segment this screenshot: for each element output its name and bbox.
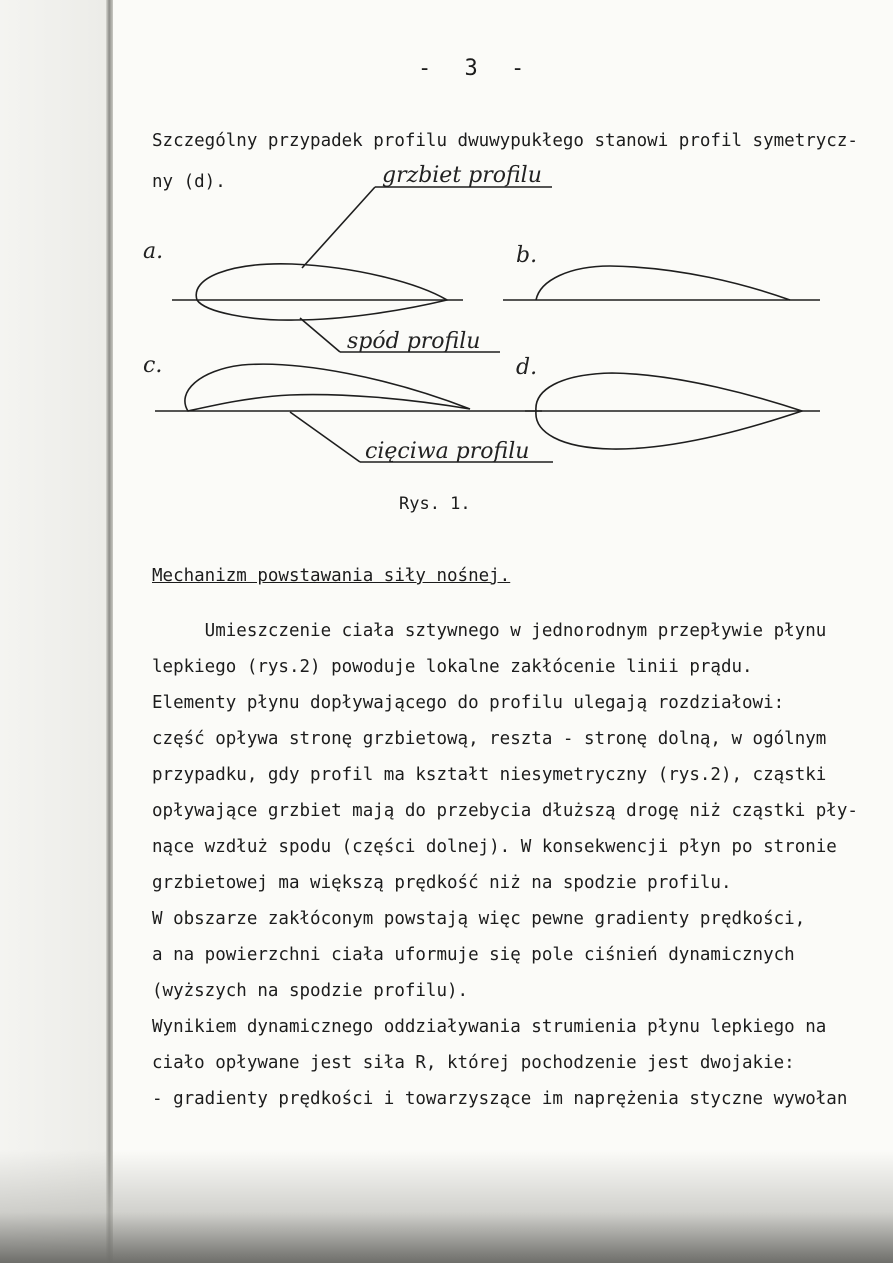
body-line: część opływa stronę grzbietową, reszta - stronę dolną, w ogólnym (152, 729, 827, 749)
profile-b-outline (536, 266, 790, 300)
label-bottom-leader (300, 318, 340, 352)
body-line: W obszarze zakłóconym powstają więc pewne gradienty prędkości, (152, 909, 806, 929)
body-line: nące wzdłuż spodu (części dolnej). W konsekwencji płyn po stronie (152, 837, 837, 857)
label-top: grzbiet profilu (382, 163, 542, 188)
body-line: Elementy płynu dopływającego do profilu ulegają rozdziałowi: (152, 693, 785, 713)
section-heading: Mechanizm powstawania siły nośnej. (152, 566, 511, 586)
body-line: lepkiego (rys.2) powoduje lokalne zakłócenie linii prądu. (152, 657, 753, 677)
body-line: grzbietowej ma większą prędkość niż na spodzie profilu. (152, 873, 732, 893)
body-line: a na powierzchni ciała uformuje się pole ciśnień dynamicznych (152, 945, 795, 965)
profile-a-outline (196, 264, 447, 320)
label-chord-leader (290, 412, 360, 462)
figure-caption: Rys. 1. (399, 494, 471, 514)
body-line: Umieszczenie ciała sztywnego w jednorodnym przepływie płynu (152, 621, 827, 641)
panel-d-label: d. (516, 355, 538, 380)
label-top-leader (302, 187, 375, 268)
panel-c-label: c. (143, 353, 163, 378)
body-line: przypadku, gdy profil ma kształt niesymetryczny (rys.2), cząstki (152, 765, 827, 785)
page-number: - 3 - (418, 56, 535, 81)
body-line: Wynikiem dynamicznego oddziaływania strumienia płynu lepkiego na (152, 1017, 827, 1037)
scan-bottom-edge (0, 1150, 893, 1263)
body-line: (wyższych na spodzie profilu). (152, 981, 469, 1001)
panel-b-label: b. (516, 243, 538, 268)
profile-c-outline (185, 364, 470, 411)
intro-line-1: Szczególny przypadek profilu dwuwypukłego stanowi profil symetrycz- (152, 131, 858, 151)
body-line: opływające grzbiet mają do przebycia dłuższą drogę niż cząstki pły- (152, 801, 858, 821)
label-bottom: spód profilu (347, 329, 481, 354)
label-chord: cięciwa profilu (365, 439, 530, 464)
intro-line-2: ny (d). (152, 172, 226, 192)
body-line: - gradienty prędkości i towarzyszące im naprężenia styczne wywołan (152, 1089, 848, 1109)
body-line: ciało opływane jest siła R, której pochodzenie jest dwojakie: (152, 1053, 795, 1073)
panel-a-label: a. (143, 239, 164, 264)
